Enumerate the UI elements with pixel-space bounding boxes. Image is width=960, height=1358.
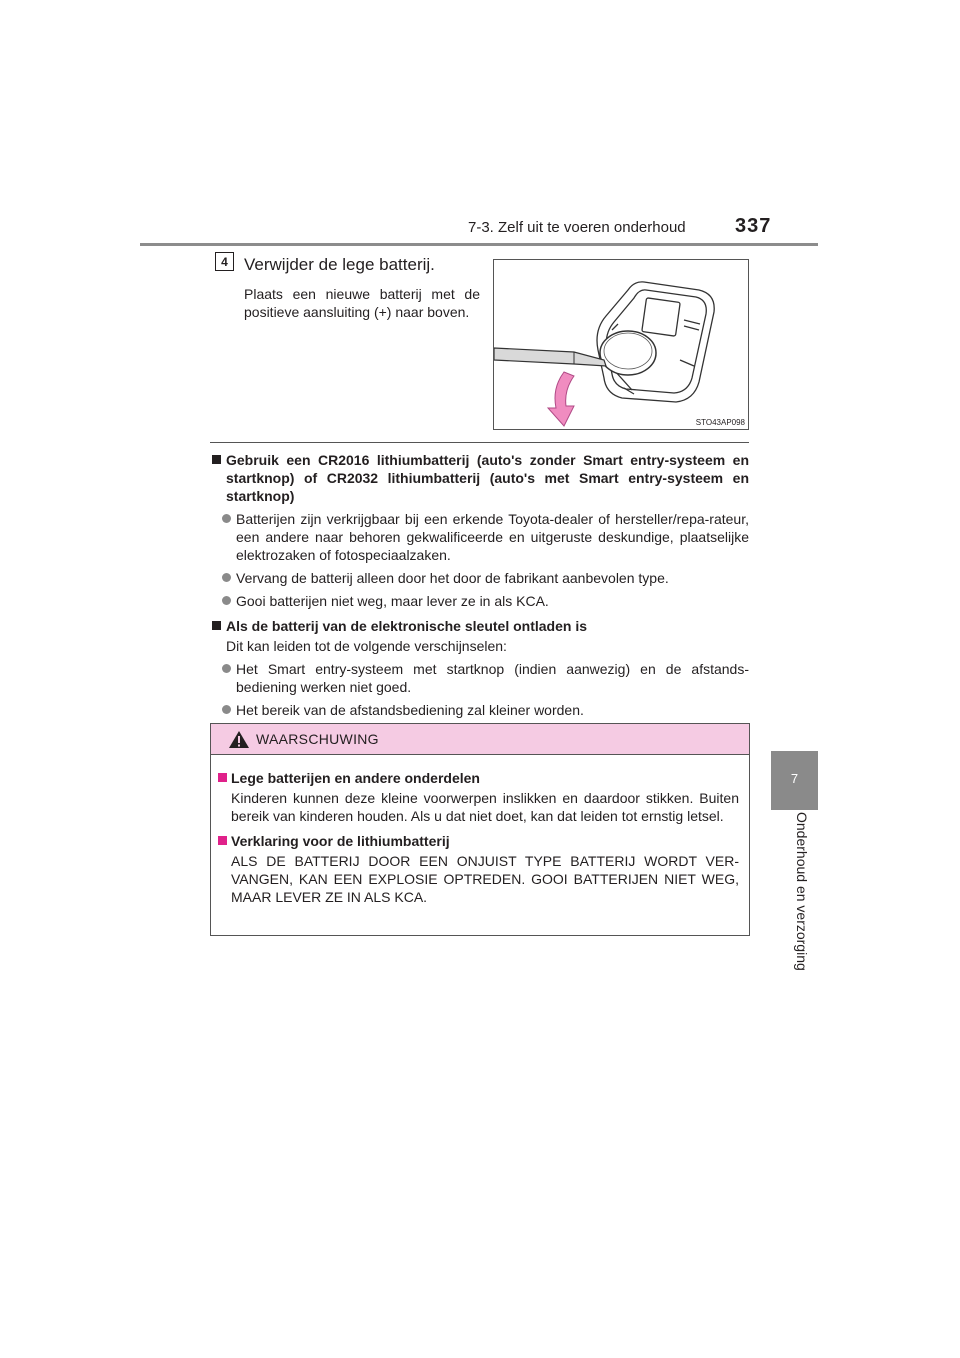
chapter-tab[interactable] [771, 751, 818, 810]
warning-title: WAARSCHUWING [256, 731, 379, 747]
warning-heading-small-parts: Lege batterijen en andere onderdelen [218, 769, 739, 787]
header-rule [140, 243, 818, 246]
warning-text: ALS DE BATTERIJ DOOR EEN ONJUIST TYPE BATTERIJ WORDT VER-VANGEN, KAN EEN EXPLOSIE OPTREDEN. GOOI BATTERIJEN NIET WEG, MAAR LEVER ZE IN ALS KCA. [231, 853, 739, 905]
direction-arrow-icon [548, 372, 574, 426]
coin-battery [600, 331, 656, 375]
note-intro: Dit kan leiden tot de volgende verschijnselen: [226, 638, 507, 654]
figure-code: STO43AP098 [695, 418, 745, 427]
warning-box [210, 723, 750, 936]
step-title: Verwijder de lege batterij. [244, 255, 435, 274]
circle-bullet-icon [222, 705, 231, 714]
step-number-badge: 4 [215, 252, 234, 271]
circle-bullet-icon [222, 596, 231, 605]
list-item: Batterijen zijn verkrijgbaar bij een erkende Toyota-dealer of hersteller/repa-rateur, een andere naar behoren gekwalificeerde en uitgeruste deskundige, plaatselijke elektrozaken of fotospeciaalzaken. [222, 510, 749, 564]
square-bullet-icon [212, 455, 221, 464]
circle-bullet-icon [222, 664, 231, 673]
circle-bullet-icon [222, 514, 231, 523]
list-item: Het Smart entry-systeem met startknop (indien aanwezig) en de afstands-bediening werken niet goed. [222, 660, 749, 696]
key-fob-drawing [494, 260, 748, 429]
chapter-label: Onderhoud en verzorging [794, 812, 810, 971]
page-number: 337 [735, 215, 772, 237]
warning-header [211, 724, 749, 755]
list-item: Het bereik van de afstandsbediening zal kleiner worden. [222, 701, 749, 719]
screwdriver-tool [494, 348, 606, 366]
warning-body [211, 755, 749, 906]
circle-bullet-icon [222, 573, 231, 582]
section-divider [210, 442, 749, 443]
list-item: Vervang de batterij alleen door het door de fabrikant aanbevolen type. [222, 569, 749, 587]
note-heading-battery-type: Gebruik een CR2016 lithiumbatterij (auto's zonder Smart entry-systeem en startknop) of CR2032 lithiumbatterij (auto's met Smart entry-systeem en startknop) [212, 451, 749, 505]
square-bullet-icon [218, 773, 227, 782]
notes-block [212, 451, 749, 719]
warning-triangle-icon [228, 730, 250, 749]
warning-text: Kinderen kunnen deze kleine voorwerpen inslikken en daardoor stikken. Buiten bereik van kinderen houden. Als u dat niet doet, kan dat leiden tot ernstig letsel. [231, 790, 739, 824]
section-title: 7-3. Zelf uit te voeren onderhoud [468, 219, 686, 236]
note-heading-discharged: Als de batterij van de elektronische sleutel ontladen is [212, 617, 749, 635]
warning-heading-lithium: Verklaring voor de lithiumbatterij [218, 832, 739, 850]
chapter-number: 7 [790, 771, 799, 786]
key-battery-illustration [493, 259, 749, 430]
step-note: Plaats een nieuwe batterij met de positieve aansluiting (+) naar boven. [244, 286, 480, 320]
square-bullet-icon [218, 836, 227, 845]
list-item: Gooi batterijen niet weg, maar lever ze in als KCA. [222, 592, 749, 610]
square-bullet-icon [212, 621, 221, 630]
